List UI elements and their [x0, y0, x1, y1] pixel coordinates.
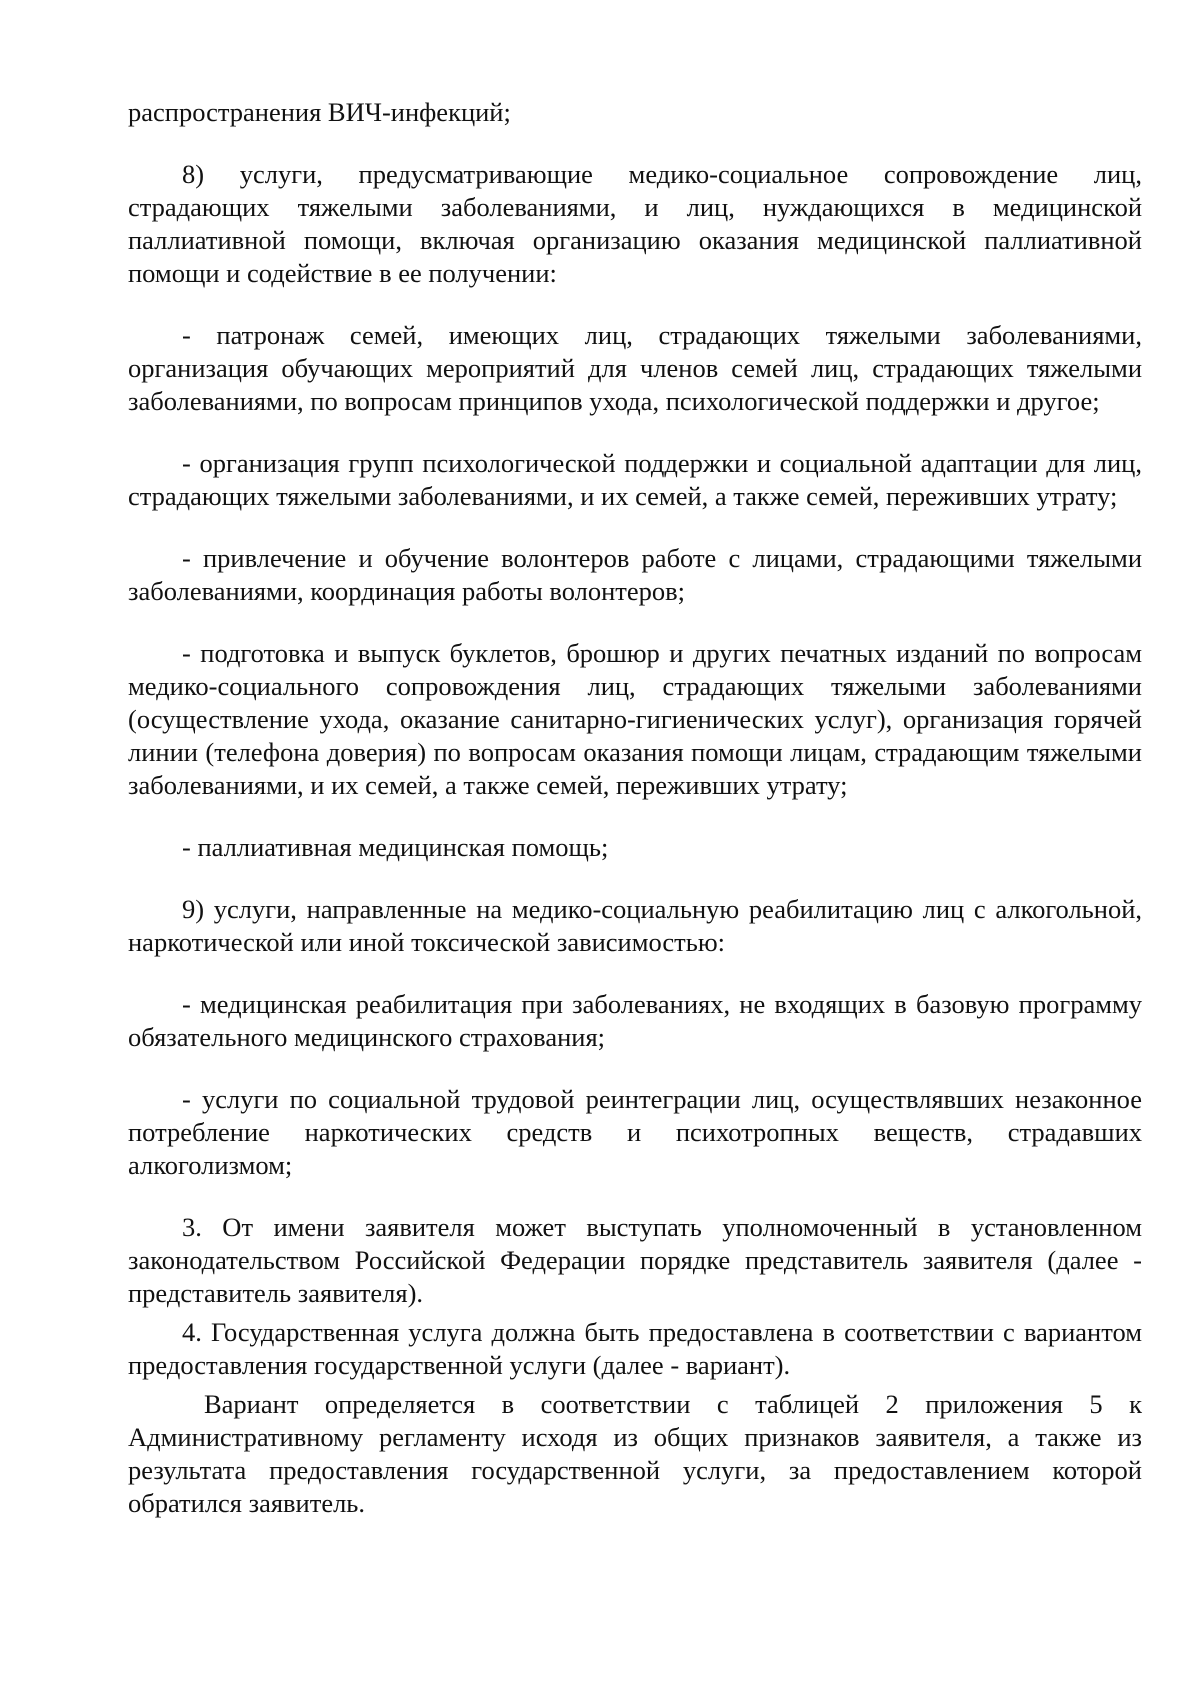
paragraph-social-reintegration: - услуги по социальной трудовой реинтеграции лиц, осуществлявших незаконное потребление наркотических средств и психотропных веществ, страдавших алкоголизмом;	[128, 1084, 1142, 1180]
paragraph-patronage: - патронаж семей, имеющих лиц, страдающих тяжелыми заболеваниями, организация обучающих мероприятий для членов семей лиц, страдающих тяжелыми заболеваниями, по вопросам принципов ухода, психологической поддержки и другое;	[128, 320, 1142, 416]
paragraph-booklets: - подготовка и выпуск буклетов, брошюр и других печатных изданий по вопросам медико-социального сопровождения лиц, страдающих тяжелыми заболеваниями (осуществление ухода, оказание санитарно-гигиенических услуг), организация горячей линии (телефона доверия) по вопросам оказания помощи лицам, страдающим тяжелыми заболеваниями, и их семей, а также семей, переживших утрату;	[128, 638, 1142, 800]
document-body	[128, 96, 1142, 1520]
paragraph-continuation: распространения ВИЧ-инфекций;	[128, 97, 511, 127]
paragraph-clause-3: 3. От имени заявителя может выступать уполномоченный в установленном законодательством Российской Федерации порядке представитель заявителя (далее - представитель заявителя).	[128, 1212, 1142, 1308]
paragraph-volunteers: - привлечение и обучение волонтеров работе с лицами, страдающими тяжелыми заболеваниями, координация работы волонтеров;	[128, 543, 1142, 606]
paragraph-item-9: 9) услуги, направленные на медико-социальную реабилитацию лиц с алкогольной, наркотической или иной токсической зависимостью:	[128, 894, 1142, 957]
paragraph-clause-4: 4. Государственная услуга должна быть предоставлена в соответствии с вариантом предоставления государственной услуги (далее - вариант).	[128, 1317, 1142, 1380]
paragraph-variant: Вариант определяется в соответствии с таблицей 2 приложения 5 к Административному регламенту исходя из общих признаков заявителя, а также из результата предоставления государственной услуги, за предоставлением которой обратился заявитель.	[128, 1389, 1142, 1518]
paragraph-item-8: 8) услуги, предусматривающие медико-социальное сопровождение лиц, страдающих тяжелыми заболеваниями, и лиц, нуждающихся в медицинской паллиативной помощи, включая организацию оказания медицинской паллиативной помощи и содействие в ее получении:	[128, 159, 1142, 288]
paragraph-medical-rehabilitation: - медицинская реабилитация при заболеваниях, не входящих в базовую программу обязательного медицинского страхования;	[128, 989, 1142, 1052]
paragraph-palliative-care: - паллиативная медицинская помощь;	[182, 832, 609, 862]
paragraph-support-groups: - организация групп психологической поддержки и социальной адаптации для лиц, страдающих тяжелыми заболеваниями, и их семей, а также семей, переживших утрату;	[128, 448, 1142, 511]
